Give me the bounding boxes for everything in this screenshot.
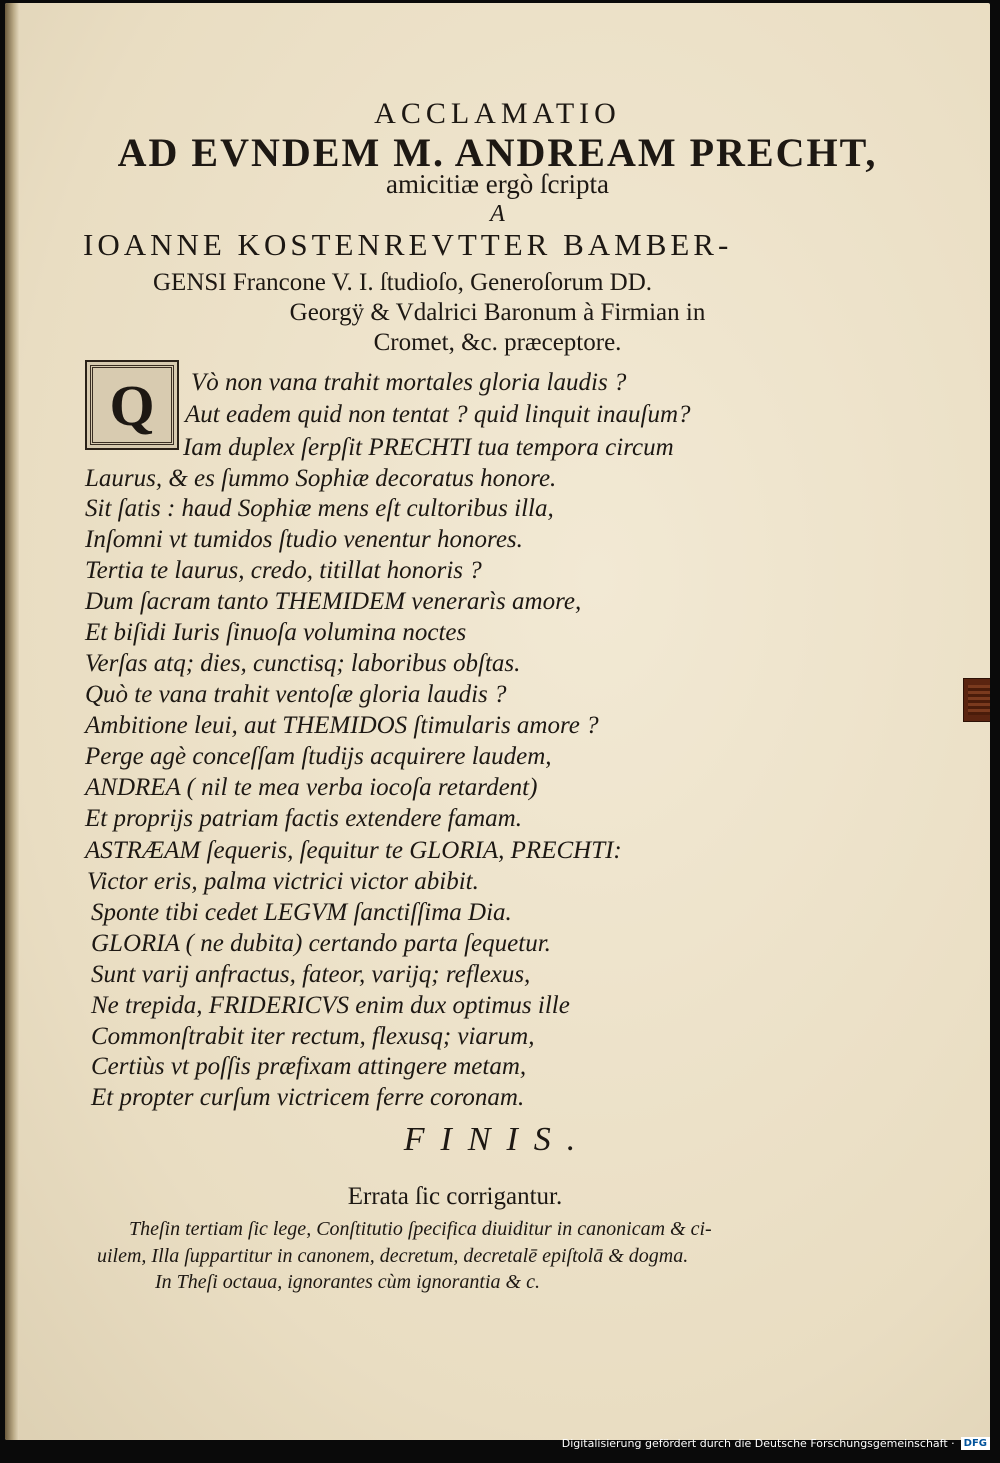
poem-line: Commonſtrabit iter rectum, flexusq; viarum, <box>91 1023 535 1050</box>
digitization-footer <box>562 1435 990 1451</box>
poem-line: Inſomni vt tumidos ſtudio venentur honores. <box>85 526 523 553</box>
finis: FINIS. <box>403 1121 592 1158</box>
heading-georgij: Georgÿ & Vdalrici Baronum à Firmian in <box>289 299 706 326</box>
heading-gensi: GENSI Francone V. I. ſtudioſo, Generoſorum DD. <box>153 269 653 296</box>
poem-line: Perge agè conceſſam ſtudijs acquirere laudem, <box>85 743 552 770</box>
poem-line: Dum ſacram tanto THEMIDEM venerarìs amore, <box>85 588 582 615</box>
poem-line: Aut eadem quid non tentat ? quid linquit inauſum? <box>185 401 691 428</box>
poem-line: Et propter curſum victricem ferre coronam. <box>91 1084 525 1111</box>
poem-line: Et proprijs patriam factis extendere famam. <box>85 805 522 832</box>
errata-line: Theſin tertiam ſic lege, Conſtitutio ſpecifica diuiditur in canonicam & ci- <box>129 1218 712 1240</box>
poem-line: Et biſidi Iuris ſinuoſa volumina noctes <box>85 619 467 646</box>
poem-line: Quò te vana trahit ventoſæ gloria laudis ? <box>85 681 507 708</box>
poem-line: Verſas atq; dies, cunctisq; laboribus obſtas. <box>85 650 521 677</box>
poem-line: Sunt varij anfractus, fateor, varijq; reflexus, <box>91 961 531 988</box>
heading-a: A <box>490 201 505 227</box>
dfg-logo-icon: DFG <box>961 1437 990 1450</box>
book-page <box>5 3 990 1440</box>
poem-line: ANDREA ( nil te mea verba iocoſa retardent) <box>85 774 538 801</box>
poem-line: GLORIA ( ne dubita) certando parta ſequetur. <box>91 930 551 957</box>
errata-line: In Theſi octaua, ignorantes cùm ignorantia & c. <box>155 1271 540 1293</box>
heading-ad-eundem: AD EVNDEM M. ANDREAM PRECHT, <box>117 130 878 175</box>
poem-line: Iam duplex ſerpſit PRECHTI tua tempora circum <box>183 434 674 461</box>
poem-line: Ne trepida, FRIDERICVS enim dux optimus ille <box>91 992 570 1019</box>
footer-credit-text: Digitalisierung gefördert durch die Deutsche Forschungsgemeinschaft · <box>561 1436 955 1450</box>
poem-line: ASTRÆAM ſequeris, ſequitur te GLORIA, PRECHTI: <box>85 837 622 864</box>
errata-line: uilem, Illa ſuppartitur in canonem, decretum, decretalē epiſtolā & dogma. <box>97 1245 689 1267</box>
errata-title: Errata ſic corrigantur. <box>347 1183 563 1210</box>
poem-line: Certiùs vt poſſis præfixam attingere metam, <box>91 1053 527 1080</box>
poem-line: Tertia te laurus, credo, titillat honoris ? <box>85 557 482 584</box>
poem-line: Vò non vana trahit mortales gloria laudis ? <box>191 369 627 396</box>
heading-acclamatio: ACCLAMATIO <box>374 97 621 130</box>
heading-author: IOANNE KOSTENREVTTER BAMBER- <box>83 227 733 262</box>
heading-crometz: Cromet, &c. præceptore. <box>373 329 622 356</box>
heading-amicitiae: amicitiæ ergò ſcripta <box>386 169 609 199</box>
poem-line: Sit ſatis : haud Sophiæ mens eſt cultoribus illa, <box>85 495 554 522</box>
initial-letter: Q <box>109 372 155 438</box>
poem-line: Victor eris, palma victrici victor abibit. <box>87 868 479 895</box>
poem-line: Laurus, & es ſummo Sophiæ decoratus honore. <box>85 465 557 492</box>
poem-line: Sponte tibi cedet LEGVM ſanctiſſima Dia. <box>91 899 512 926</box>
poem-line: Ambitione leui, aut THEMIDOS ſtimularis amore ? <box>85 712 599 739</box>
